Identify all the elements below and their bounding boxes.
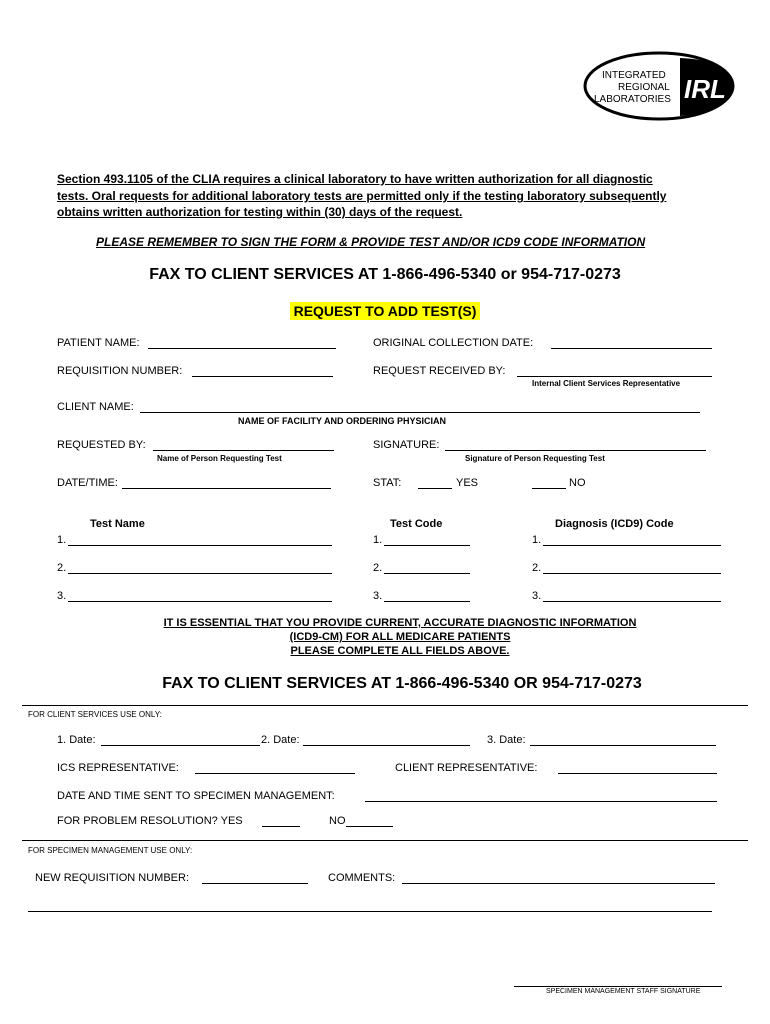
- diag-3-field[interactable]: [543, 601, 721, 602]
- request-received-by-field[interactable]: [517, 376, 712, 377]
- test-row-2-num: 2.: [57, 562, 67, 574]
- facility-caption: NAME OF FACILITY AND ORDERING PHYSICIAN: [238, 416, 447, 426]
- patient-name-field[interactable]: [148, 348, 336, 349]
- date-time-label: DATE/TIME:: [57, 477, 118, 489]
- test-code-2-field[interactable]: [384, 573, 470, 574]
- client-services-heading: FOR CLIENT SERVICES USE ONLY:: [28, 710, 162, 719]
- requisition-number-label: REQUISITION NUMBER:: [57, 365, 183, 377]
- client-rep-label: CLIENT REPRESENTATIVE:: [395, 762, 538, 774]
- diag-2-field[interactable]: [543, 573, 721, 574]
- essential-line-3: PLEASE COMPLETE ALL FIELDS ABOVE.: [290, 645, 510, 657]
- ics-rep-field[interactable]: [195, 773, 355, 774]
- signature-field[interactable]: [445, 450, 706, 451]
- staff-signature-field[interactable]: [514, 986, 722, 987]
- test-name-2-field[interactable]: [68, 573, 332, 574]
- original-collection-date-label: ORIGINAL COLLECTION DATE:: [373, 337, 534, 349]
- test-code-1-field[interactable]: [384, 545, 470, 546]
- signature-caption: Signature of Person Requesting Test: [465, 454, 605, 463]
- test-code-3-field[interactable]: [384, 601, 470, 602]
- logo-line2: REGIONAL: [618, 82, 670, 93]
- divider-specimen: [22, 840, 748, 841]
- request-received-by-label: REQUEST RECEIVED BY:: [373, 365, 506, 377]
- specimen-heading: FOR SPECIMEN MANAGEMENT USE ONLY:: [28, 846, 193, 855]
- divider-client-services: [22, 705, 748, 706]
- test-code-1-num: 1.: [373, 534, 383, 546]
- diag-1-num: 1.: [532, 534, 542, 546]
- problem-no-field[interactable]: [346, 826, 393, 827]
- logo-line1: INTEGRATED: [602, 70, 666, 81]
- client-name-field[interactable]: [140, 412, 700, 413]
- test-code-2-num: 2.: [373, 562, 383, 574]
- comments-field[interactable]: [402, 883, 715, 884]
- problem-no-label: NO: [329, 815, 346, 827]
- new-req-field[interactable]: [202, 883, 308, 884]
- stat-yes-label: YES: [456, 477, 479, 489]
- date3-field[interactable]: [530, 745, 716, 746]
- stat-yes-field[interactable]: [418, 488, 452, 489]
- col-test-name: Test Name: [90, 518, 145, 530]
- logo-line3: LABORATORIES: [594, 94, 671, 105]
- comments-field-line2[interactable]: [28, 911, 712, 912]
- client-name-label: CLIENT NAME:: [57, 401, 134, 413]
- date-time-field[interactable]: [122, 488, 331, 489]
- original-collection-date-field[interactable]: [551, 348, 712, 349]
- requested-by-field[interactable]: [153, 450, 334, 451]
- date3-label: 3. Date:: [487, 734, 526, 746]
- test-name-3-field[interactable]: [68, 601, 332, 602]
- date2-field[interactable]: [303, 745, 470, 746]
- problem-resolution-label: FOR PROBLEM RESOLUTION? YES: [57, 815, 243, 827]
- date1-field[interactable]: [101, 745, 260, 746]
- signature-label: SIGNATURE:: [373, 439, 440, 451]
- requested-by-label: REQUESTED BY:: [57, 439, 146, 451]
- diag-1-field[interactable]: [543, 545, 721, 546]
- patient-name-label: PATIENT NAME:: [57, 337, 140, 349]
- date2-label: 2. Date:: [261, 734, 300, 746]
- test-row-3-num: 3.: [57, 590, 67, 602]
- logo-mark: IRL: [684, 74, 726, 104]
- request-title: REQUEST TO ADD TEST(S): [290, 302, 481, 320]
- stat-no-label: NO: [569, 477, 586, 489]
- internal-rep-caption: Internal Client Services Representative: [532, 379, 681, 388]
- stat-no-field[interactable]: [532, 488, 566, 489]
- test-name-1-field[interactable]: [68, 545, 332, 546]
- reminder: PLEASE REMEMBER TO SIGN THE FORM & PROVIDE TEST AND/OR ICD9 CODE INFORMATION: [96, 235, 646, 249]
- staff-signature-caption: SPECIMEN MANAGEMENT STAFF SIGNATURE: [546, 988, 701, 995]
- test-row-1-num: 1.: [57, 534, 67, 546]
- ics-rep-label: ICS REPRESENTATIVE:: [57, 762, 179, 774]
- essential-line-2: (ICD9-CM) FOR ALL MEDICARE PATIENTS: [289, 631, 511, 643]
- requested-by-caption: Name of Person Requesting Test: [157, 454, 282, 463]
- diag-2-num: 2.: [532, 562, 542, 574]
- problem-yes-field[interactable]: [262, 826, 300, 827]
- sent-to-spec-label: DATE AND TIME SENT TO SPECIMEN MANAGEMENT:: [57, 790, 335, 802]
- comments-label: COMMENTS:: [328, 872, 396, 884]
- stat-label: STAT:: [373, 477, 402, 489]
- requisition-number-field[interactable]: [192, 376, 333, 377]
- intro-line-2: tests. Oral requests for additional laboratory tests are permitted only if the testing laboratory subsequently: [57, 189, 667, 203]
- col-diagnosis: Diagnosis (ICD9) Code: [555, 518, 674, 530]
- test-code-3-num: 3.: [373, 590, 383, 602]
- diag-3-num: 3.: [532, 590, 542, 602]
- essential-line-1: IT IS ESSENTIAL THAT YOU PROVIDE CURRENT, ACCURATE DIAGNOSTIC INFORMATION: [163, 617, 637, 629]
- fax-heading-top: FAX TO CLIENT SERVICES AT 1-866-496-5340 or 954-717-0273: [149, 266, 621, 283]
- intro-line-3: obtains written authorization for testing within (30) days of the request.: [57, 205, 463, 219]
- date1-label: 1. Date:: [57, 734, 96, 746]
- sent-to-spec-field[interactable]: [365, 801, 717, 802]
- fax-heading-bottom: FAX TO CLIENT SERVICES AT 1-866-496-5340 OR 954-717-0273: [162, 675, 642, 692]
- col-test-code: Test Code: [390, 518, 443, 530]
- irl-logo: [582, 50, 737, 122]
- new-req-label: NEW REQUISITION NUMBER:: [35, 872, 190, 884]
- client-rep-field[interactable]: [558, 773, 717, 774]
- intro-line-1: Section 493.1105 of the CLIA requires a clinical laboratory to have written authorization for all diagnostic: [57, 172, 653, 186]
